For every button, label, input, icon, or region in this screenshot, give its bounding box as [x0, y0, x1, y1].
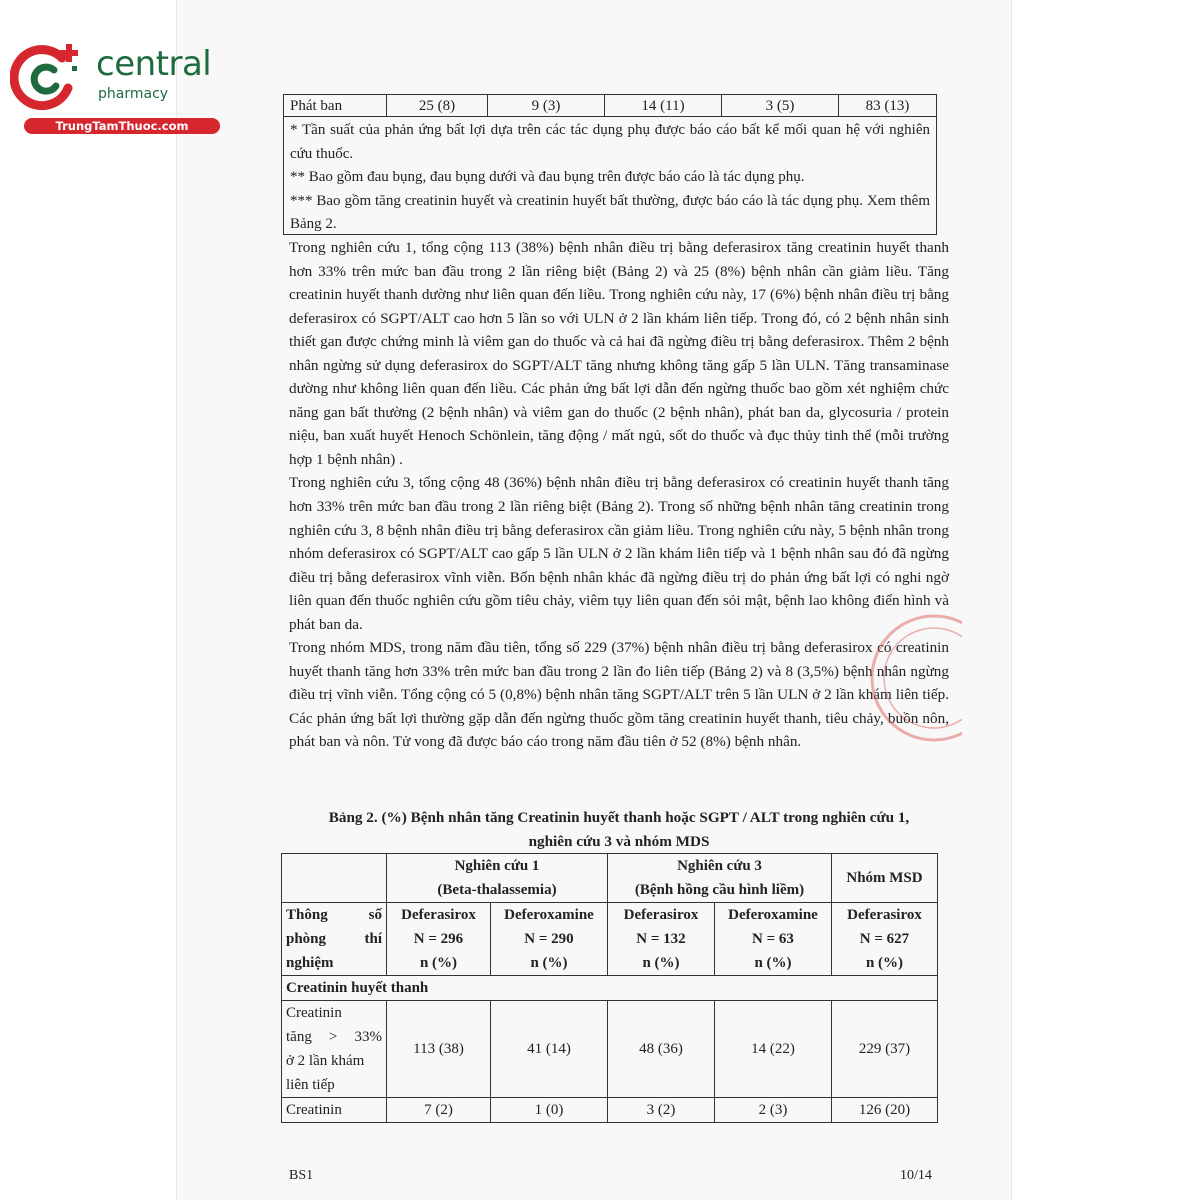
column-header	[491, 903, 608, 976]
table-cell: 48 (36)	[608, 1001, 715, 1098]
footnote: ** Bao gồm đau bụng, đau bụng dưới và đau bụng trên được báo cáo là tác dụng phụ.	[290, 169, 805, 185]
column-group-header	[608, 854, 832, 903]
paragraph: Trong nhóm MDS, trong năm đầu tiên, tổng số 229 (37%) bệnh nhân điều trị bằng deferasirox có creatinin huyết thanh tăng hơn 33% trên mức ban đầu trong 2 lần đo liên tiếp (Bảng 2) và 8 (3,5%) bệnh nhân ngừng điều trị vĩnh viễn. Tổng cộng có 5 (0,8%) bệnh nhân tăng SGPT/ALT trên 5 lần ULN ở 2 lần khám liên tiếp. Các phản ứng bất lợi thường gặp dẫn đến ngừng thuốc gồm tăng creatinin huyết thanh, tiêu chảy, buồn nôn, phát ban và nôn. Tử vong đã được báo cáo trong năm đầu tiên ở 52 (8%) bệnh nhân.	[289, 639, 949, 751]
group-title: Nghiên cứu 1	[454, 858, 540, 874]
section-header: Creatinin huyết thanh	[282, 976, 938, 1001]
column-header	[832, 903, 938, 976]
table-header-row	[282, 854, 938, 903]
drug-name: Deferasirox	[847, 907, 922, 923]
table-footnotes	[283, 117, 937, 235]
table-header-row	[282, 903, 938, 976]
table-cell: 113 (38)	[387, 1001, 491, 1098]
logo-subtitle: pharmacy	[98, 86, 169, 102]
column-header	[608, 903, 715, 976]
table-cell: 229 (37)	[832, 1001, 938, 1098]
section-row	[282, 976, 938, 1001]
header-line: nghiệm	[286, 955, 334, 971]
table-row	[284, 95, 937, 117]
label-line: ở 2 lần khám	[286, 1053, 365, 1069]
table-cell: 14 (22)	[715, 1001, 832, 1098]
body-text	[289, 236, 949, 754]
label-line: tăng > 33%	[286, 1029, 382, 1045]
group-subtitle: (Bệnh hồng cầu hình liềm)	[634, 882, 805, 898]
table-title-line: nghiên cứu 3 và nhóm MDS	[528, 833, 710, 850]
footer-code: BS1	[289, 1168, 314, 1183]
label-line: liên tiếp	[286, 1077, 335, 1093]
table-row	[282, 1001, 938, 1098]
column-header	[715, 903, 832, 976]
unit-label: n (%)	[865, 955, 904, 971]
table-cell: 2 (3)	[715, 1098, 832, 1123]
table-title-line: Bảng 2. (%) Bệnh nhân tăng Creatinin huyết thanh hoặc SGPT / ALT trong nghiên cứu 1,	[328, 809, 910, 826]
creatinine-table	[281, 853, 938, 1123]
table-row	[282, 1098, 938, 1123]
logo-name: central	[96, 44, 212, 84]
header-line: Thông số	[286, 907, 382, 923]
header-line: phòng thí	[286, 931, 382, 947]
table-cell: 3 (2)	[608, 1098, 715, 1123]
column-header	[387, 903, 491, 976]
unit-label: n (%)	[754, 955, 792, 971]
drug-name: Deferasirox	[623, 907, 699, 923]
unit-label: n (%)	[530, 955, 568, 971]
central-pharmacy-logo[interactable]	[10, 38, 210, 138]
table-cell: 25 (8)	[387, 95, 488, 117]
table-cell: 1 (0)	[491, 1098, 608, 1123]
footnote: *** Bao gồm tăng creatinin huyết và creatinin huyết bất thường, được báo cáo là tác dụng phụ. Xem thêm Bảng 2.	[290, 192, 930, 232]
row-label: Creatinin	[282, 1098, 387, 1123]
table-2-title	[283, 806, 955, 854]
group-subtitle: (Beta-thalassemia)	[437, 882, 557, 898]
table-cell: 126 (20)	[832, 1098, 938, 1123]
adverse-reactions-table	[283, 94, 937, 117]
drug-name: Deferoxamine	[504, 907, 594, 923]
sample-size: N = 63	[752, 931, 794, 947]
unit-label: n (%)	[419, 955, 458, 971]
pharmacy-cross-icon	[10, 40, 90, 116]
row-header-cell	[282, 903, 387, 976]
drug-name: Deferoxamine	[728, 907, 818, 923]
table-cell: 83 (13)	[839, 95, 937, 117]
paragraph: Trong nghiên cứu 1, tổng cộng 113 (38%) bệnh nhân điều trị bằng deferasirox tăng creatinin huyết thanh hơn 33% trên mức ban đầu trong 2 lần riêng biệt (Bảng 2) và 25 (8%) bệnh nhân cần giảm liều. Tăng creatinin huyết thanh dường như liên quan đến liều. Trong nghiên cứu này, 17 (6%) bệnh nhân điều trị bằng deferasirox có SGPT/ALT cao hơn 5 lần so với ULN ở 2 lần khám liên tiếp. Trong đó, có 2 bệnh nhân sinh thiết gan được chứng minh là viêm gan do thuốc và cả hai đã ngừng điều trị bằng deferasirox. Thêm 2 bệnh nhân ngừng sử dụng deferasirox do SGPT/ALT tăng nhưng không tăng gấp 5 lần ULN. Tăng transaminase dường như không liên quan đến liều. Các phản ứng bất lợi dẫn đến ngừng thuốc bao gồm xét nghiệm chức năng gan bất thường (2 bệnh nhân) và viêm gan do thuốc (2 bệnh nhân), phát ban da, glycosuria / protein niệu, ban xuất huyết Henoch Schönlein, tăng động / mất ngủ, sốt do thuốc và đục thủy tinh thể (mỗi trường hợp 1 bệnh nhân) .	[289, 239, 949, 468]
row-label	[282, 1001, 387, 1098]
table-cell: 41 (14)	[491, 1001, 608, 1098]
label-line: Creatinin	[286, 1005, 342, 1021]
sample-size: N = 290	[524, 931, 574, 947]
page-number: 10/14	[900, 1168, 932, 1183]
table-cell: 7 (2)	[387, 1098, 491, 1123]
table-cell: Phát ban	[284, 95, 387, 117]
table-cell: 9 (3)	[488, 95, 605, 117]
unit-label: n (%)	[642, 955, 680, 971]
logo-url-badge[interactable]: TrungTamThuoc.com	[24, 118, 220, 134]
table-cell: 3 (5)	[722, 95, 839, 117]
drug-name: Deferasirox	[401, 907, 476, 923]
table-cell	[282, 854, 387, 903]
paragraph: Trong nghiên cứu 3, tổng cộng 48 (36%) bệnh nhân điều trị bằng deferasirox có creatinin huyết thanh tăng hơn 33% trên mức ban đầu trong 2 lần riêng biệt (Bảng 2). Trong số những bệnh nhân tăng creatinin trong nghiên cứu 3, 8 bệnh nhân điều trị bằng deferasirox cần giảm liều. Trong nghiên cứu này, 5 bệnh nhân trong nhóm deferasirox có SGPT/ALT cao gấp 5 lần ULN ở 2 lần khám liên tiếp và 1 bệnh nhân sau đó đã ngừng điều trị bằng deferasirox vĩnh viễn. Bốn bệnh nhân khác đã ngừng điều trị do phản ứng bất lợi có nghi ngờ liên quan đến thuốc nghiên cứu gồm tiêu chảy, viêm tụy liên quan đến sỏi mật, bệnh lao không điển hình và phát ban da.	[289, 474, 949, 633]
group-title: Nghiên cứu 3	[677, 858, 762, 874]
sample-size: N = 132	[636, 931, 686, 947]
sample-size: N = 296	[413, 931, 464, 947]
table-cell: 14 (11)	[605, 95, 722, 117]
sample-size: N = 627	[859, 931, 910, 947]
footnote: * Tần suất của phản ứng bất lợi dựa trên các tác dụng phụ được báo cáo bất kể mối quan hệ với nghiên cứu thuốc.	[290, 122, 930, 162]
column-group-header	[387, 854, 608, 903]
column-group-header: Nhóm MSD	[832, 854, 938, 903]
